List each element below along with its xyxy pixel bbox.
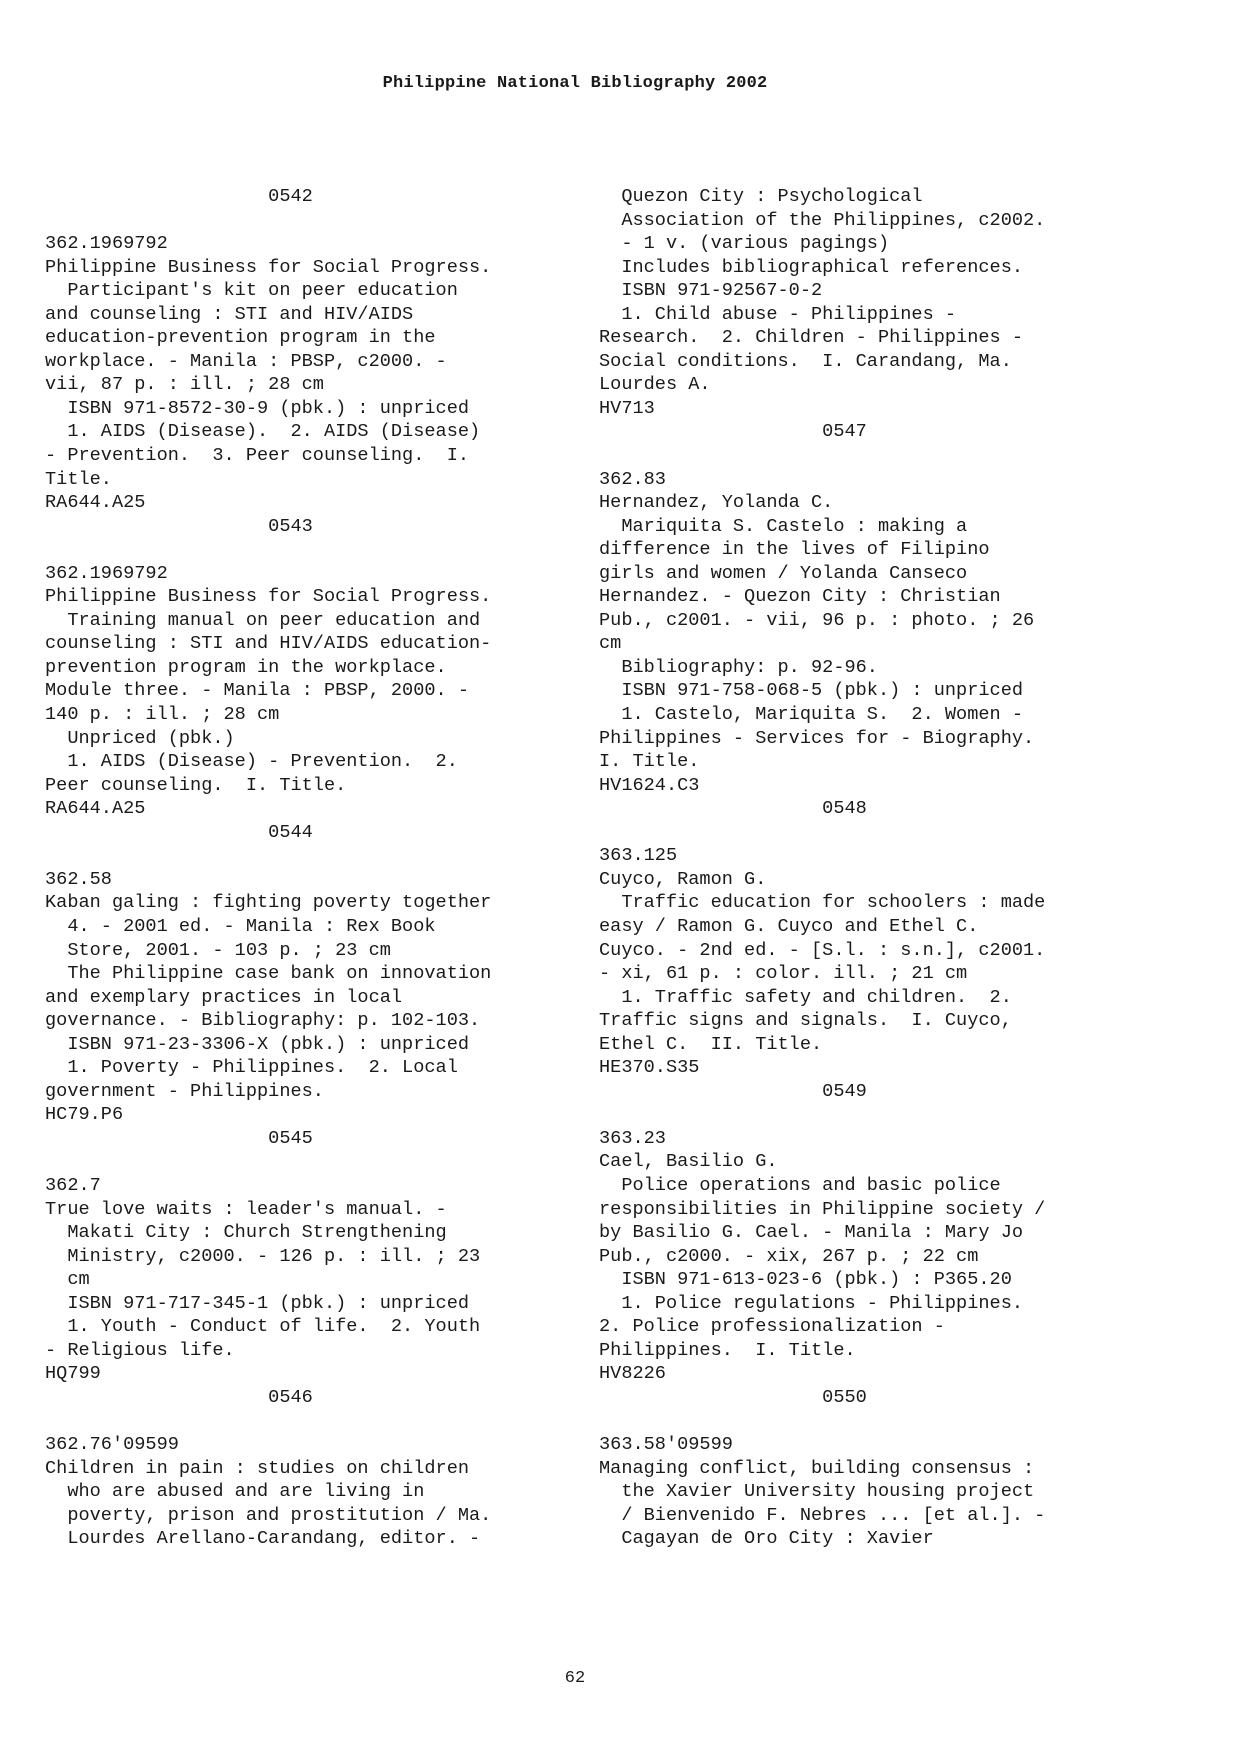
text-line: 2. Police professionalization - (599, 1316, 945, 1338)
text-line (45, 1409, 565, 1433)
text-line: counseling : STI and HIV/AIDS education- (45, 633, 492, 655)
text-line: Unpriced (pbk.) (45, 727, 235, 749)
text-line: Store, 2001. - 103 p. ; 23 cm (45, 939, 391, 961)
text-line: Pub., c2001. - vii, 96 p. : photo. ; 26 (599, 609, 1035, 631)
text-line: 362.1969792 (45, 233, 168, 255)
text-line: 0545 (45, 1127, 313, 1149)
text-line: Philippine Business for Social Progress. (45, 586, 492, 608)
text-line: 1. Castelo, Mariquita S. 2. Women - (599, 704, 1024, 726)
text-line: the Xavier University housing project (599, 1481, 1035, 1503)
text-line: education-prevention program in the (45, 327, 436, 349)
text-line: 0550 (599, 1386, 867, 1408)
text-line: Lourdes Arellano-Carandang, editor. - (45, 1528, 481, 1550)
text-line (45, 538, 565, 562)
text-line: Participant's kit on peer education (45, 280, 458, 302)
text-line (45, 844, 565, 868)
text-line: - 1 v. (various pagings) (599, 233, 890, 255)
text-line: Training manual on peer education and (45, 609, 481, 631)
text-line: Mariquita S. Castelo : making a (599, 515, 968, 537)
text-line: by Basilio G. Cael. - Manila : Mary Jo (599, 1222, 1024, 1244)
text-line: Hernandez. - Quezon City : Christian (599, 586, 1001, 608)
text-line: 0544 (45, 821, 313, 843)
text-line (599, 1103, 1119, 1127)
text-line: Philippines - Services for - Biography. (599, 727, 1035, 749)
text-line: Ministry, c2000. - 126 p. : ill. ; 23 (45, 1245, 481, 1267)
text-line: easy / Ramon G. Cuyco and Ethel C. (599, 915, 979, 937)
text-line (599, 821, 1119, 845)
text-line: cm (45, 1269, 90, 1291)
text-line: Association of the Philippines, c2002. (599, 209, 1046, 231)
text-line: HQ799 (45, 1363, 101, 1385)
text-line: vii, 87 p. : ill. ; 28 cm (45, 374, 324, 396)
text-line: 1. Youth - Conduct of life. 2. Youth (45, 1316, 481, 1338)
text-line: Managing conflict, building consensus : (599, 1457, 1035, 1479)
text-line: 140 p. : ill. ; 28 cm (45, 704, 280, 726)
text-line: Cuyco, Ramon G. (599, 868, 767, 890)
text-line: and exemplary practices in local (45, 986, 403, 1008)
text-line: 0543 (45, 515, 313, 537)
text-line: Quezon City : Psychological (599, 186, 923, 207)
text-line: governance. - Bibliography: p. 102-103. (45, 1010, 481, 1032)
text-line: 1. AIDS (Disease). 2. AIDS (Disease) (45, 421, 481, 443)
text-line: Includes bibliographical references. (599, 256, 1024, 278)
text-line: HE370.S35 (599, 1057, 700, 1079)
text-line: HC79.P6 (45, 1104, 124, 1126)
page-title: Philippine National Bibliography 2002 (382, 74, 768, 93)
text-line (45, 1150, 565, 1174)
text-line: HV1624.C3 (599, 774, 700, 796)
text-line: who are abused and are living in (45, 1481, 425, 1503)
text-line: - Prevention. 3. Peer counseling. I. (45, 445, 470, 467)
text-line: Cagayan de Oro City : Xavier (599, 1528, 934, 1550)
text-line (45, 209, 565, 233)
text-line: 1. Poverty - Philippines. 2. Local (45, 1057, 458, 1079)
text-line: workplace. - Manila : PBSP, c2000. - (45, 350, 447, 372)
text-line: Philippine Business for Social Progress. (45, 256, 492, 278)
text-line: 0548 (599, 798, 867, 820)
text-line: prevention program in the workplace. (45, 656, 447, 678)
text-line: 0542 (45, 186, 313, 207)
text-line: Pub., c2000. - xix, 267 p. ; 22 cm (599, 1245, 979, 1267)
text-line: Police operations and basic police (599, 1174, 1001, 1196)
text-line: ISBN 971-717-345-1 (pbk.) : unpriced (45, 1292, 470, 1314)
text-line: Lourdes A. (599, 374, 711, 396)
text-line: Kaban galing : fighting poverty together (45, 892, 492, 914)
text-line: Cael, Basilio G. (599, 1151, 778, 1173)
text-line: Social conditions. I. Carandang, Ma. (599, 350, 1012, 372)
text-line: 1. AIDS (Disease) - Prevention. 2. (45, 751, 458, 773)
right-column (599, 185, 1119, 1551)
text-line: and counseling : STI and HIV/AIDS (45, 303, 414, 325)
text-line: 1. Child abuse - Philippines - (599, 303, 957, 325)
text-line: 4. - 2001 ed. - Manila : Rex Book (45, 915, 436, 937)
text-line: 1. Police regulations - Philippines. (599, 1292, 1024, 1314)
text-line: Research. 2. Children - Philippines - (599, 327, 1024, 349)
text-line: government - Philippines. (45, 1080, 324, 1102)
text-line: 362.76'09599 (45, 1433, 179, 1455)
text-line: Makati City : Church Strengthening (45, 1222, 447, 1244)
text-line: Peer counseling. I. Title. (45, 774, 347, 796)
text-line: Bibliography: p. 92-96. (599, 656, 878, 678)
page-number: 62 (564, 1669, 586, 1688)
text-line: 362.83 (599, 468, 666, 490)
text-line: 363.125 (599, 845, 678, 867)
text-line: 363.23 (599, 1127, 666, 1149)
text-line: 1. Traffic safety and children. 2. (599, 986, 1012, 1008)
text-line: 362.1969792 (45, 562, 168, 584)
text-line: Philippines. I. Title. (599, 1339, 856, 1361)
text-line (599, 1409, 1119, 1433)
text-line: / Bienvenido F. Nebres ... [et al.]. - (599, 1504, 1046, 1526)
text-line: 362.7 (45, 1174, 101, 1196)
text-line: Traffic education for schoolers : made (599, 892, 1046, 914)
text-line: The Philippine case bank on innovation (45, 963, 492, 985)
text-line: ISBN 971-613-023-6 (pbk.) : P365.20 (599, 1269, 1012, 1291)
text-line: poverty, prison and prostitution / Ma. (45, 1504, 492, 1526)
text-line: 0546 (45, 1386, 313, 1408)
text-line: 0547 (599, 421, 867, 443)
text-line: - xi, 61 p. : color. ill. ; 21 cm (599, 963, 968, 985)
text-line: - Religious life. (45, 1339, 235, 1361)
text-line: Hernandez, Yolanda C. (599, 492, 834, 514)
text-line: cm (599, 633, 622, 655)
text-line: ISBN 971-23-3306-X (pbk.) : unpriced (45, 1033, 470, 1055)
text-line: responsibilities in Philippine society / (599, 1198, 1046, 1220)
text-line (599, 444, 1119, 468)
text-line: 0549 (599, 1080, 867, 1102)
text-line: HV8226 (599, 1363, 666, 1385)
text-line: True love waits : leader's manual. - (45, 1198, 447, 1220)
text-line: girls and women / Yolanda Canseco (599, 562, 968, 584)
text-line: 363.58'09599 (599, 1433, 733, 1455)
text-line: ISBN 971-758-068-5 (pbk.) : unpriced (599, 680, 1024, 702)
text-line: Children in pain : studies on children (45, 1457, 470, 1479)
text-line: Module three. - Manila : PBSP, 2000. - (45, 680, 470, 702)
left-column (45, 185, 565, 1551)
text-line: difference in the lives of Filipino (599, 539, 990, 561)
text-line: ISBN 971-92567-0-2 (599, 280, 823, 302)
text-line: Cuyco. - 2nd ed. - [S.l. : s.n.], c2001. (599, 939, 1046, 961)
text-line: RA644.A25 (45, 798, 146, 820)
text-line: I. Title. (599, 751, 700, 773)
text-line: RA644.A25 (45, 492, 146, 514)
text-line: HV713 (599, 397, 655, 419)
text-line: Title. (45, 468, 112, 490)
text-line: Ethel C. II. Title. (599, 1033, 823, 1055)
text-line: 362.58 (45, 868, 112, 890)
text-line: ISBN 971-8572-30-9 (pbk.) : unpriced (45, 397, 470, 419)
text-line: Traffic signs and signals. I. Cuyco, (599, 1010, 1012, 1032)
